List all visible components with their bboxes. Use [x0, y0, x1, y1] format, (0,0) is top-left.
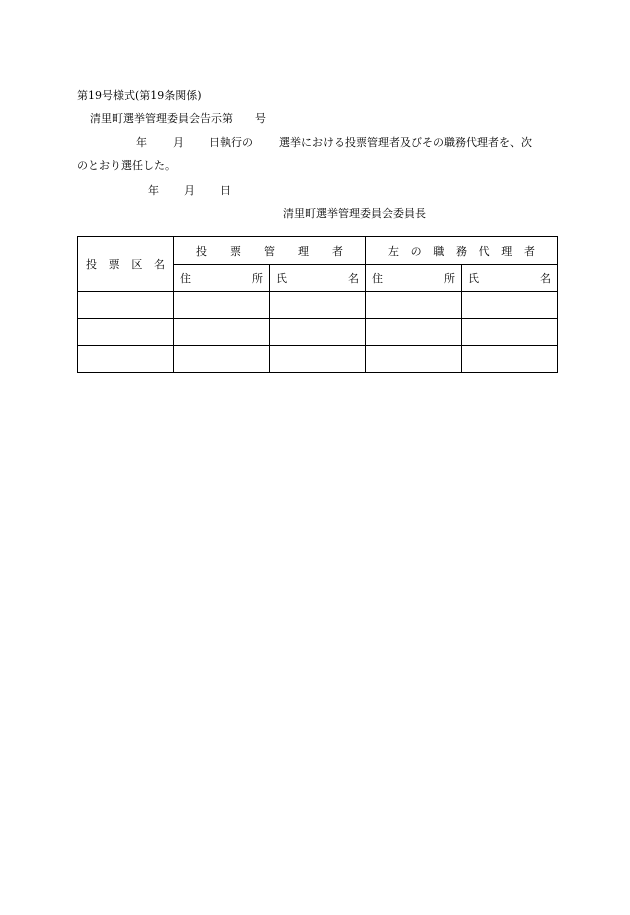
signature: 清里町選挙管理委員会委員長 — [283, 207, 426, 220]
date-year: 年 — [136, 136, 147, 149]
name-header-char: 名 — [348, 272, 359, 285]
cell-m-address — [174, 319, 270, 346]
table-row — [78, 319, 558, 346]
manager-address-header — [174, 265, 270, 292]
announce-month: 月 — [184, 184, 195, 197]
manager-header-char: 者 — [332, 244, 343, 258]
body-text: 選挙における投票管理者及びその職務代理者を、次 — [279, 136, 532, 149]
cell-d-address — [366, 319, 462, 346]
cell-d-name — [462, 346, 558, 373]
address-header-char: 所 — [444, 272, 455, 285]
deputy-header-char: の — [410, 244, 422, 258]
day-exec: 日執行の — [209, 136, 253, 149]
cell-d-address — [366, 346, 462, 373]
district-header — [78, 237, 174, 292]
cell-m-name — [270, 319, 366, 346]
table-row — [78, 292, 558, 319]
deputy-header-char: 者 — [523, 244, 535, 258]
manager-header-char: 理 — [298, 244, 309, 258]
name-header-char: 氏 — [276, 272, 287, 285]
manager-name-header — [270, 265, 366, 292]
appointment-table — [77, 236, 558, 373]
district-header-char: 名 — [153, 258, 165, 271]
cell-d-address — [366, 292, 462, 319]
announce-year: 年 — [148, 184, 159, 197]
deputy-header-char: 職 — [433, 244, 445, 258]
cell-district — [78, 292, 174, 319]
deputy-header-char: 務 — [455, 244, 467, 258]
address-header-char: 所 — [252, 272, 263, 285]
address-header-char: 住 — [180, 272, 191, 285]
date-month: 月 — [173, 136, 184, 149]
district-header-char: 区 — [131, 258, 143, 271]
deputy-header-char: 左 — [388, 244, 399, 258]
deputy-header-char: 理 — [501, 244, 513, 258]
cell-d-name — [462, 292, 558, 319]
table-row — [78, 346, 558, 373]
cell-d-name — [462, 319, 558, 346]
name-header-char: 名 — [540, 272, 551, 285]
cell-district — [78, 319, 174, 346]
notice-line: 清里町選挙管理委員会告示第 号 — [90, 112, 266, 125]
announce-day: 日 — [220, 184, 231, 197]
deputy-header-char: 代 — [478, 244, 490, 258]
cell-district — [78, 346, 174, 373]
district-header-char: 票 — [108, 258, 120, 271]
deputy-header — [366, 237, 558, 265]
manager-header-char: 投 — [196, 244, 207, 258]
deputy-address-header — [366, 265, 462, 292]
manager-header — [174, 237, 366, 265]
cell-m-address — [174, 292, 270, 319]
deputy-name-header — [462, 265, 558, 292]
cell-m-name — [270, 292, 366, 319]
manager-header-char: 票 — [230, 244, 241, 258]
body-line-2: のとおり選任した。 — [77, 159, 176, 172]
district-header-char: 投 — [86, 258, 97, 271]
cell-m-address — [174, 346, 270, 373]
name-header-char: 氏 — [468, 272, 479, 285]
cell-m-name — [270, 346, 366, 373]
form-number: 第19号様式(第19条関係) — [77, 89, 202, 102]
manager-header-char: 管 — [264, 244, 275, 258]
address-header-char: 住 — [372, 272, 383, 285]
